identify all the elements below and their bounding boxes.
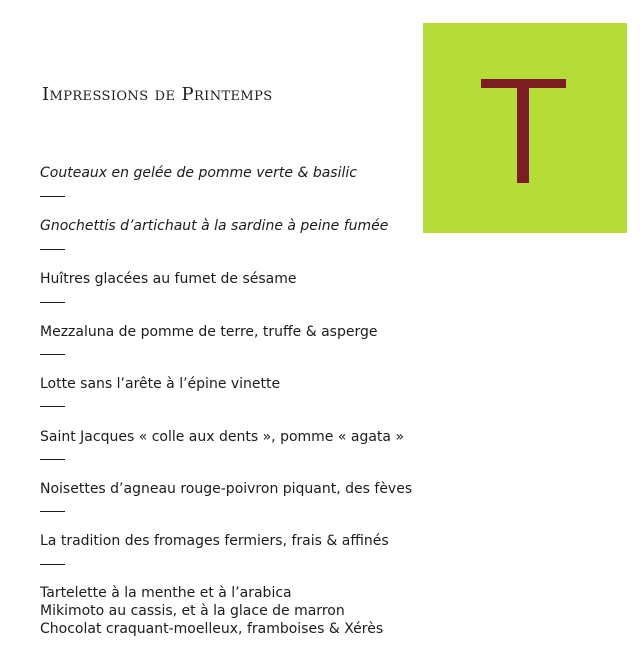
course-divider — [40, 564, 65, 565]
menu-course: Noisettes d’agneau rouge-poivron piquant, des fèves — [40, 481, 413, 497]
course-divider — [40, 511, 65, 512]
course-divider — [40, 354, 65, 355]
dessert-item: Tartelette à la menthe et à l’arabica — [40, 585, 292, 601]
menu-course: Saint Jacques « colle aux dents », pomme « agata » — [40, 429, 405, 445]
dessert-course — [40, 584, 383, 638]
menu-course: Huîtres glacées au fumet de sésame — [40, 271, 297, 287]
dessert-item: Chocolat craquant-moelleux, framboises & Xérès — [40, 621, 384, 637]
menu-course: Mezzaluna de pomme de terre, truffe & asperge — [40, 324, 378, 340]
course-divider — [40, 249, 65, 250]
course-divider — [40, 196, 65, 197]
menu-course: Gnochettis d’artichaut à la sardine à peine fumée — [40, 218, 389, 234]
menu-title: Impressions de Printemps — [42, 84, 273, 105]
menu-course: Lotte sans l’arête à l’épine vinette — [40, 376, 281, 392]
course-divider — [40, 459, 65, 460]
course-divider — [40, 302, 65, 303]
menu-course: La tradition des fromages fermiers, frais & affinés — [40, 533, 389, 549]
dessert-item: Mikimoto au cassis, et à la glace de marron — [40, 603, 345, 619]
course-divider — [40, 406, 65, 407]
menu-course: Couteaux en gelée de pomme verte & basilic — [40, 165, 357, 181]
